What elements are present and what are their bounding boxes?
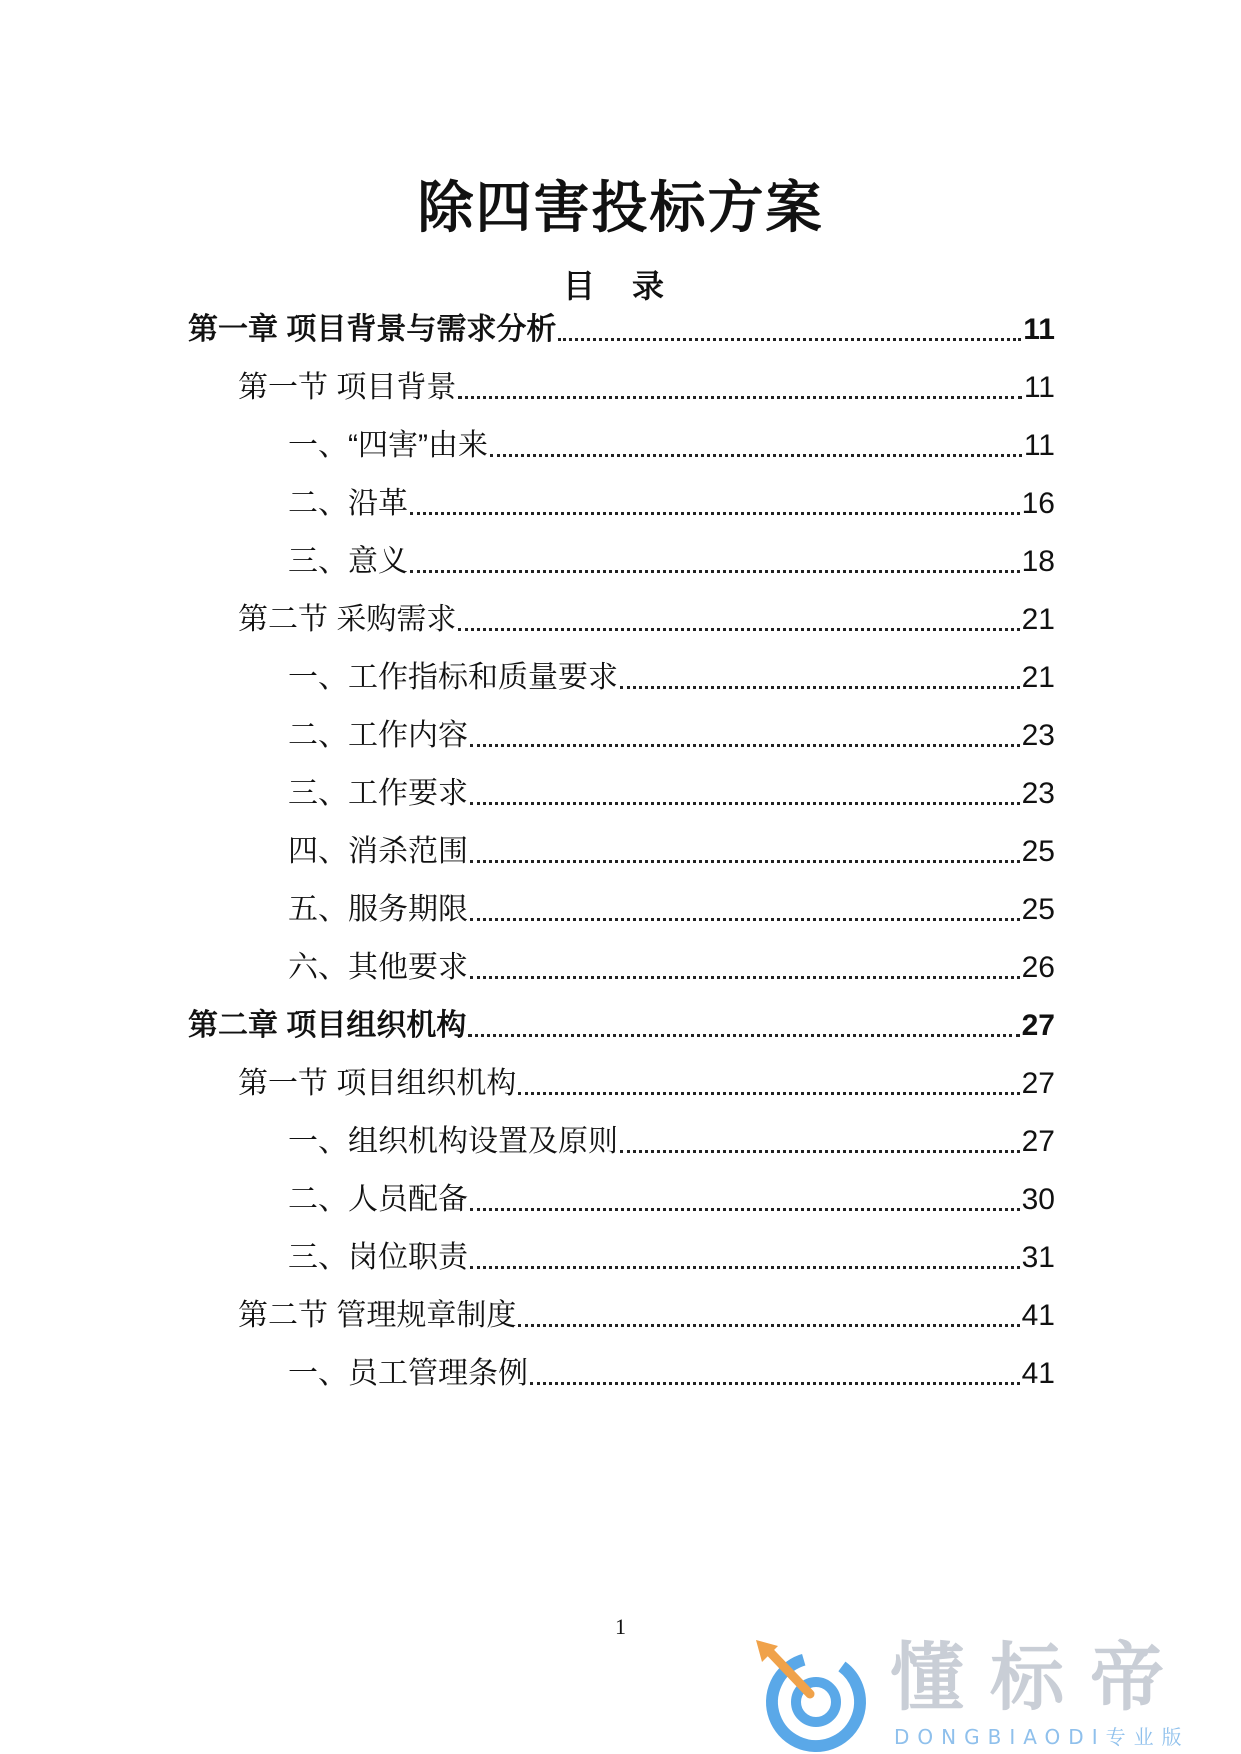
toc-entry[interactable] xyxy=(238,1064,1055,1104)
target-arrow-icon xyxy=(748,1636,878,1754)
toc-entry[interactable] xyxy=(288,1238,1055,1278)
toc-dot-leader xyxy=(458,628,1019,631)
toc-entry[interactable] xyxy=(288,542,1055,582)
toc-entry[interactable] xyxy=(288,1122,1055,1162)
toc-entry-label: 一、组织机构设置及原则 xyxy=(288,1125,618,1158)
toc-entry[interactable] xyxy=(288,774,1055,814)
toc-entry-page: 11 xyxy=(1023,371,1055,404)
toc-entry-page: 27 xyxy=(1021,1009,1055,1042)
toc-entry-page: 21 xyxy=(1021,603,1055,636)
toc-entry-label: 二、工作内容 xyxy=(288,719,468,752)
toc-entry[interactable] xyxy=(188,310,1055,350)
toc-dot-leader xyxy=(470,976,1020,979)
toc-entry-page: 23 xyxy=(1021,719,1055,752)
toc-dot-leader xyxy=(490,454,1022,457)
toc-entry-label: 第二节 管理规章制度 xyxy=(238,1299,517,1332)
toc-entry-label: 二、沿革 xyxy=(288,487,408,520)
toc-entry[interactable] xyxy=(288,948,1055,988)
toc-entry-label: 三、工作要求 xyxy=(288,777,468,810)
toc-entry-label: 三、岗位职责 xyxy=(288,1241,468,1274)
toc-entry-page: 18 xyxy=(1021,545,1055,578)
toc-entry-page: 11 xyxy=(1023,313,1055,346)
toc-dot-leader xyxy=(468,1034,1019,1037)
toc-entry-label: 五、服务期限 xyxy=(288,893,468,926)
toc-entry-page: 25 xyxy=(1021,835,1055,868)
document-title: 除四害投标方案 xyxy=(417,176,824,239)
toc-entry[interactable] xyxy=(288,658,1055,698)
watermark-brand-subtitle: DONGBIAODI专业版 xyxy=(894,1725,1190,1749)
toc-entry-label: 第一章 项目背景与需求分析 xyxy=(188,313,557,346)
toc-entry[interactable] xyxy=(288,890,1055,930)
toc-entry[interactable] xyxy=(238,1296,1055,1336)
toc-dot-leader xyxy=(470,1266,1020,1269)
toc-entry-page: 25 xyxy=(1021,893,1055,926)
toc-dot-leader xyxy=(470,802,1020,805)
toc-entry-page: 26 xyxy=(1021,951,1055,984)
toc-entry-page: 21 xyxy=(1021,661,1055,694)
toc-entry-page: 41 xyxy=(1021,1357,1055,1390)
toc-entry-page: 23 xyxy=(1021,777,1055,810)
toc-entry[interactable] xyxy=(288,832,1055,872)
toc-entry-label: 第一节 项目背景 xyxy=(238,371,457,404)
toc-entry-label: 第一节 项目组织机构 xyxy=(238,1067,517,1100)
toc-dot-leader xyxy=(470,860,1020,863)
watermark-brand-name: 懂标帝 xyxy=(890,1635,1190,1721)
toc-dot-leader xyxy=(470,1208,1020,1211)
toc-dot-leader xyxy=(410,570,1020,573)
toc-entry[interactable] xyxy=(238,600,1055,640)
toc-entry-label: 一、工作指标和质量要求 xyxy=(288,661,618,694)
toc-entry[interactable] xyxy=(288,1354,1055,1394)
toc-entry-page: 16 xyxy=(1021,487,1055,520)
toc-dot-leader xyxy=(518,1324,1019,1327)
toc-entry-page: 41 xyxy=(1021,1299,1055,1332)
toc-entry[interactable] xyxy=(288,1180,1055,1220)
toc-entry-page: 31 xyxy=(1021,1241,1055,1274)
toc-entry-label: 二、人员配备 xyxy=(288,1183,468,1216)
watermark xyxy=(740,1628,1240,1754)
toc-entry-label: 一、“四害”由来 xyxy=(288,429,488,462)
toc-entry[interactable] xyxy=(288,716,1055,756)
toc-entry-label: 三、意义 xyxy=(288,545,408,578)
toc-dot-leader xyxy=(458,396,1022,399)
toc-entry-page: 30 xyxy=(1021,1183,1055,1216)
toc-dot-leader xyxy=(620,1150,1020,1153)
toc-entry-label: 一、员工管理条例 xyxy=(288,1357,528,1390)
toc-entry-page: 27 xyxy=(1021,1125,1055,1158)
toc-entry-label: 第二章 项目组织机构 xyxy=(188,1009,467,1042)
toc-dot-leader xyxy=(518,1092,1019,1095)
toc-entry[interactable] xyxy=(288,426,1055,466)
toc-dot-leader xyxy=(410,512,1020,515)
toc-heading: 目 录 xyxy=(563,268,678,304)
toc-entry[interactable] xyxy=(238,368,1055,408)
toc-entry-page: 11 xyxy=(1023,429,1055,462)
toc-entry-label: 第二节 采购需求 xyxy=(238,603,457,636)
toc-dot-leader xyxy=(558,338,1021,341)
toc-entry-label: 四、消杀范围 xyxy=(288,835,468,868)
toc-entry[interactable] xyxy=(288,484,1055,524)
toc-dot-leader xyxy=(470,744,1020,747)
toc-entry-label: 六、其他要求 xyxy=(288,951,468,984)
toc-dot-leader xyxy=(620,686,1020,689)
toc-dot-leader xyxy=(470,918,1020,921)
toc-dot-leader xyxy=(530,1382,1020,1385)
page-number: 1 xyxy=(615,1614,626,1639)
toc-entry[interactable] xyxy=(188,1006,1055,1046)
toc-entry-page: 27 xyxy=(1021,1067,1055,1100)
